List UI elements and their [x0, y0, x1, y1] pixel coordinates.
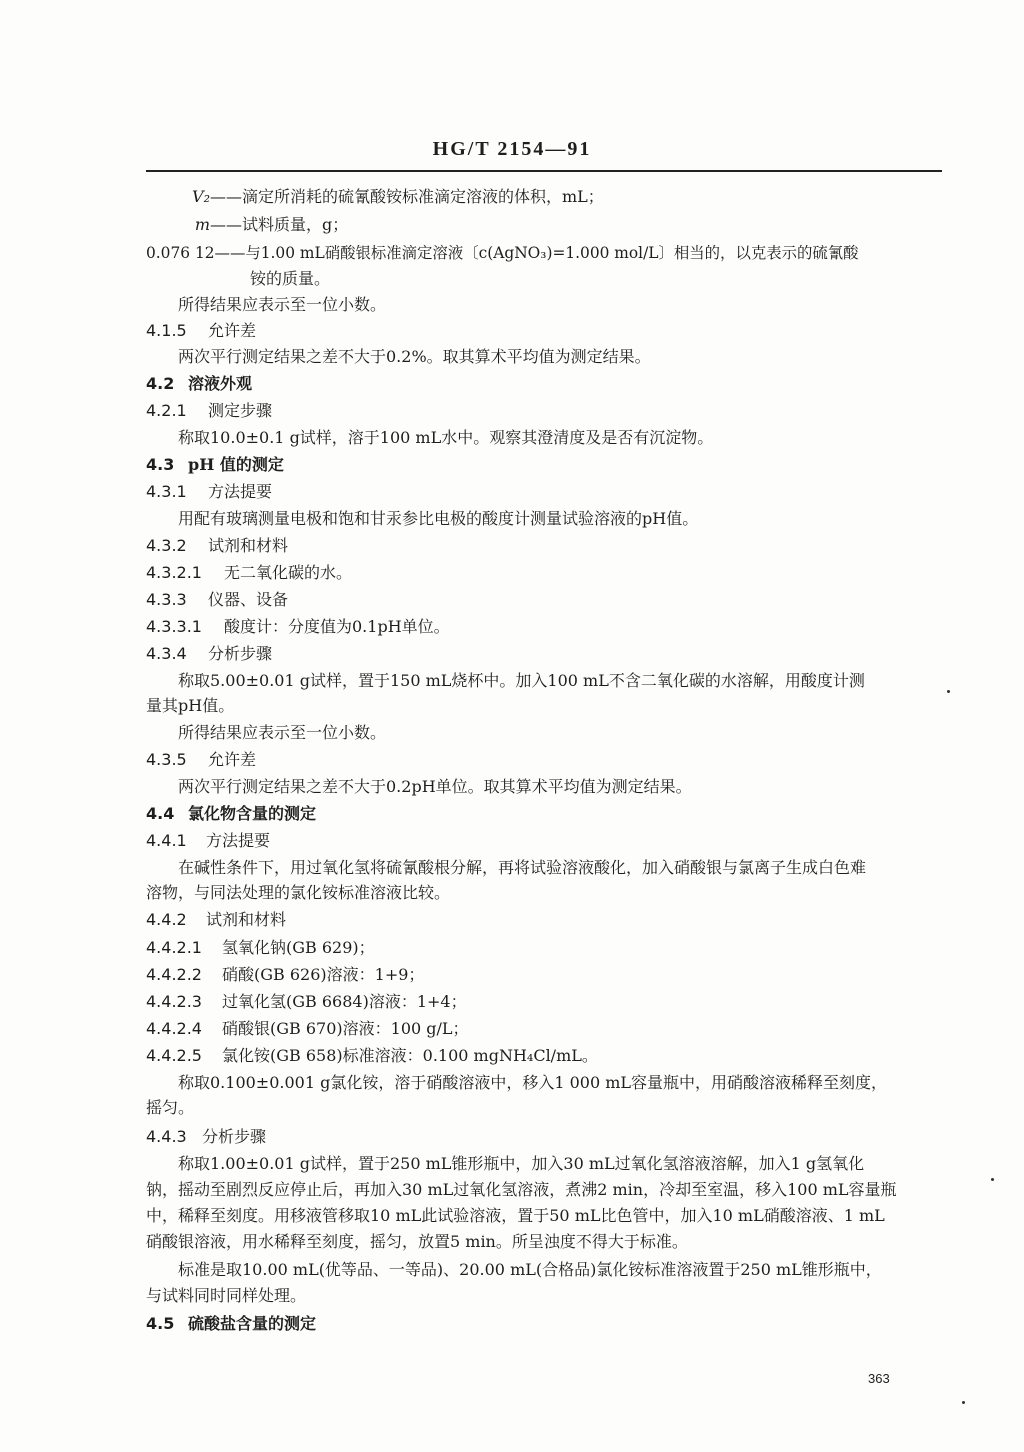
clause-4-3-1-body: 用配有玻璃测量电极和饱和甘汞参比电极的酸度计测量试验溶液的pH值。 — [178, 509, 699, 528]
clause-number: 4.4.2.3 — [146, 992, 202, 1011]
definition-factor-continued: 铵的质量。 — [250, 269, 331, 288]
clause-title: 方法提要 — [206, 831, 271, 850]
page-number: 363 — [868, 1371, 890, 1386]
clause-title: 分析步骤 — [208, 644, 273, 663]
reagent-text: 氯化铵(GB 658)标准溶液：0.100 mgNH₄Cl/mL。 — [222, 1046, 598, 1065]
clause-title: 酸度计：分度值为0.1pH单位。 — [224, 617, 450, 636]
clause-4-4-3-body-line: 钠，摇动至剧烈反应停止后，再加入30 mL过氧化氢溶液，煮沸2 min，冷却至室温，移入100 mL容量瓶 — [146, 1180, 897, 1199]
clause-4-4-3-body-line: 称取1.00±0.01 g试样，置于250 mL锥形瓶中，加入30 mL过氧化氢溶液溶解，加入1 g氢氧化 — [178, 1154, 865, 1173]
clause-4-4-3-body-line: 中，稀释至刻度。用移液管移取10 mL此试验溶液，置于50 mL比色管中，加入10 mL硝酸溶液、1 mL — [146, 1206, 885, 1225]
clause-number: 4.3.5 — [146, 750, 187, 769]
clause-title: 允许差 — [208, 321, 257, 340]
clause-number: 4.4.3 — [146, 1127, 187, 1146]
standard-solution-prep-line: 称取0.100±0.001 g氯化铵，溶于硝酸溶液中，移入1 000 mL容量瓶中，用硝酸溶液稀释至刻度， — [178, 1073, 888, 1092]
clause-title: 允许差 — [208, 750, 257, 769]
reagent-text: 硝酸银(GB 670)溶液：100 g/L； — [222, 1019, 469, 1038]
definition-text: ——试料质量，g； — [210, 215, 349, 234]
clause-number: 4.1.5 — [146, 321, 187, 340]
section-number: 4.5 — [146, 1314, 175, 1333]
definition-text: ——滴定所消耗的硫氰酸铵标准滴定溶液的体积，mL； — [210, 187, 604, 206]
clause-4-3-4-body-line: 量其pH值。 — [146, 696, 235, 715]
clause-4-3-5-heading — [146, 749, 256, 771]
section-4-5-heading — [146, 1313, 316, 1335]
clause-number: 4.3.3.1 — [146, 617, 202, 636]
section-4-2-heading — [146, 373, 252, 395]
clause-4-4-3-body-line: 硝酸银溶液，用水稀释至刻度，摇匀，放置5 min。所呈浊度不得大于标准。 — [146, 1232, 688, 1251]
clause-4-3-3-heading — [146, 589, 288, 611]
clause-title: 分析步骤 — [202, 1127, 267, 1146]
section-number: 4.4 — [146, 804, 175, 823]
section-4-4-heading — [146, 803, 316, 825]
standard-solution-prep-line: 摇匀。 — [146, 1098, 195, 1117]
section-4-3-heading — [146, 454, 284, 476]
clause-4-3-4-result-note: 所得结果应表示至一位小数。 — [178, 723, 387, 742]
section-number: 4.2 — [146, 374, 175, 393]
clause-4-4-1-body-line: 溶物，与同法处理的氯化铵标准溶液比较。 — [146, 883, 451, 902]
clause-4-1-5-body: 两次平行测定结果之差不大于0.2%。取其算术平均值为测定结果。 — [178, 347, 651, 366]
scan-speck — [947, 690, 950, 693]
clause-4-2-1-body: 称取10.0±0.1 g试样，溶于100 mL水中。观察其澄清度及是否有沉淀物。 — [178, 428, 714, 447]
reagent-item — [146, 1018, 469, 1040]
definition-v2 — [190, 186, 604, 208]
clause-title: 试剂和材料 — [208, 536, 289, 555]
result-precision-note: 所得结果应表示至一位小数。 — [178, 295, 387, 314]
clause-title: 试剂和材料 — [206, 910, 287, 929]
reagent-item — [146, 991, 467, 1013]
clause-number: 4.3.4 — [146, 644, 187, 663]
clause-4-3-4-heading — [146, 643, 272, 665]
definition-m — [190, 214, 348, 236]
section-number: 4.3 — [146, 455, 175, 474]
clause-number: 4.4.1 — [146, 831, 187, 850]
section-title: pH 值的测定 — [188, 455, 284, 474]
definition-text: ——与1.00 mL硝酸银标准滴定溶液〔c(AgNO₃)=1.000 mol/L〕相当的，以克表示的硫氰酸 — [214, 244, 859, 262]
clause-4-3-2-1 — [146, 562, 352, 584]
clause-title: 测定步骤 — [208, 401, 273, 420]
section-title: 溶液外观 — [188, 374, 253, 393]
scan-speck — [962, 1401, 965, 1404]
clause-4-4-1-heading — [146, 830, 270, 852]
clause-4-3-1-heading — [146, 481, 272, 503]
standard-number-header: HG/T 2154—91 — [432, 138, 592, 160]
clause-4-1-5-heading — [146, 320, 256, 342]
clause-number: 4.4.2 — [146, 910, 187, 929]
standard-comparison-line: 与试料同时同样处理。 — [146, 1286, 307, 1305]
clause-4-3-5-body: 两次平行测定结果之差不大于0.2pH单位。取其算术平均值为测定结果。 — [178, 777, 692, 796]
section-title: 硫酸盐含量的测定 — [188, 1314, 317, 1333]
reagent-text: 硝酸(GB 626)溶液：1+9； — [222, 965, 425, 984]
clause-4-4-2-heading — [146, 909, 286, 931]
clause-4-3-2-heading — [146, 535, 288, 557]
clause-number: 4.4.2.5 — [146, 1046, 202, 1065]
clause-number: 4.3.2 — [146, 536, 187, 555]
reagent-item — [146, 937, 375, 959]
clause-4-3-4-body-line: 称取5.00±0.01 g试样，置于150 mL烧杯中。加入100 mL不含二氧化碳的水溶解，用酸度计测 — [178, 671, 865, 690]
clause-title: 方法提要 — [208, 482, 273, 501]
clause-number: 4.4.2.4 — [146, 1019, 202, 1038]
clause-number: 4.4.2.1 — [146, 938, 202, 957]
symbol: m — [194, 215, 210, 234]
clause-4-3-3-1 — [146, 616, 450, 638]
symbol: V₂ — [192, 187, 210, 206]
clause-4-2-1-heading — [146, 400, 272, 422]
section-title: 氯化物含量的测定 — [188, 804, 317, 823]
clause-number: 4.3.3 — [146, 590, 187, 609]
clause-title: 无二氧化碳的水。 — [224, 563, 353, 582]
symbol: 0.076 12 — [146, 244, 215, 262]
clause-number: 4.3.2.1 — [146, 563, 202, 582]
header-rule — [146, 170, 942, 172]
reagent-text: 过氧化氢(GB 6684)溶液：1+4； — [222, 992, 467, 1011]
clause-4-4-3-heading — [146, 1126, 266, 1148]
scan-speck — [991, 1178, 994, 1181]
definition-factor — [146, 242, 859, 264]
clause-number: 4.2.1 — [146, 401, 187, 420]
clause-title: 仪器、设备 — [208, 590, 289, 609]
reagent-item — [146, 1045, 598, 1067]
reagent-text: 氢氧化钠(GB 629)； — [222, 938, 375, 957]
clause-number: 4.4.2.2 — [146, 965, 202, 984]
reagent-item — [146, 964, 424, 986]
clause-number: 4.3.1 — [146, 482, 187, 501]
clause-4-4-1-body-line: 在碱性条件下，用过氧化氢将硫氰酸根分解，再将试验溶液酸化，加入硝酸银与氯离子生成白色难 — [178, 858, 867, 877]
standard-comparison-line: 标准是取10.00 mL(优等品、一等品)、20.00 mL(合格品)氯化铵标准溶液置于250 mL锥形瓶中， — [178, 1260, 882, 1279]
